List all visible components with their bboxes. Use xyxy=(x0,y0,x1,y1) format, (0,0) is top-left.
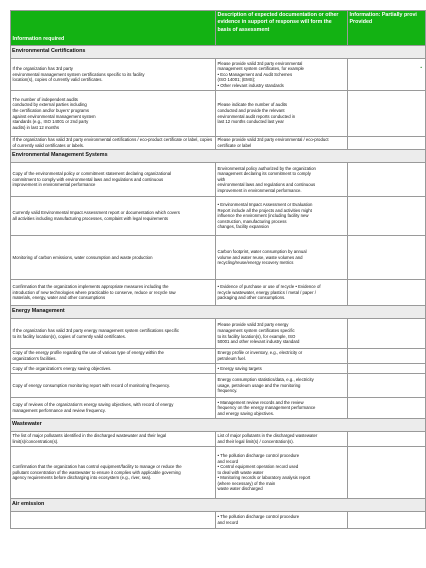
requirement-row xyxy=(11,137,426,150)
requirement-row xyxy=(11,364,426,374)
section-row xyxy=(11,419,426,432)
requirement-row xyxy=(11,319,426,349)
information-required-cell: Monitoring of carbon emissions, water consumption and waste production xyxy=(11,236,216,280)
response-marker: • xyxy=(420,65,422,70)
information-required-cell: Copy of the environmental policy or commitment statement declaring organizational commitment to comply with environmental laws and regulations and continuous improvement in environmental performance xyxy=(11,163,216,197)
information-required-cell: If the organization has 3rd party environmental management system certifications specific to its facility location(s), copies of currently valid certificates. xyxy=(11,59,216,91)
requirement-row xyxy=(11,447,426,499)
section-row xyxy=(11,306,426,319)
section-title: Wastewater xyxy=(11,419,426,432)
information-required-cell: If the organization has valid 3rd party energy management system certifications specific to its facility location(s), copies of currently valid certificates. xyxy=(11,319,216,349)
documentation-description-cell: • Management review records and the review frequency on the energy management performance and energy saving objectives. xyxy=(216,398,348,419)
requirement-row xyxy=(11,349,426,364)
requirement-row xyxy=(11,432,426,447)
header-description: Description of expected documentation or other evidence in support of response will form the basis of assessment xyxy=(216,11,348,46)
requirement-row xyxy=(11,512,426,529)
response-cell[interactable] xyxy=(348,398,426,419)
response-cell[interactable] xyxy=(348,319,426,349)
table-body xyxy=(11,11,426,529)
response-cell[interactable] xyxy=(348,512,426,529)
documentation-description-cell: Please indicate the number of audits conducted and provide the relevant environmental audit reports conducted in last 12 months conducted last year xyxy=(216,91,348,137)
information-required-cell: Copy of energy consumption monitoring report with record of monitoring frequency. xyxy=(11,374,216,398)
requirement-row xyxy=(11,91,426,137)
requirements-sheet xyxy=(10,10,422,568)
information-required-cell: The list of major pollutants identified in the discharged wastewater and their legal limit(s)/concentration(s). xyxy=(11,432,216,447)
documentation-description-cell: Please provide valid 3rd party environmental management system certificates, for example • Eco Management and Audit Schemes (ISO 14001; (EMS); • Other relevant industry standards xyxy=(216,59,348,91)
section-title: Environmental Management Systems xyxy=(11,150,426,163)
information-required-cell: Copy of the energy profile regarding the use of various type of energy within the organization's facilities. xyxy=(11,349,216,364)
response-cell[interactable] xyxy=(348,236,426,280)
section-row xyxy=(11,499,426,512)
documentation-description-cell: • Energy saving targets xyxy=(216,364,348,374)
requirement-row xyxy=(11,398,426,419)
requirements-table xyxy=(10,10,426,529)
section-title: Air emission xyxy=(11,499,426,512)
response-cell[interactable] xyxy=(348,197,426,236)
requirement-row xyxy=(11,374,426,398)
documentation-description-cell: Environmental policy authorized by the organization management declaring its commitment to comply with environmental laws and regulations and continuous improvement in environmental performance. xyxy=(216,163,348,197)
response-cell[interactable] xyxy=(348,59,426,91)
requirement-row xyxy=(11,197,426,236)
response-cell[interactable] xyxy=(348,163,426,197)
documentation-description-cell: Please provide valid 3rd party environmental / eco-product certificate or label xyxy=(216,137,348,150)
information-required-cell: The number of independent audits conducted by external parties including the certification and/or buyers' programs against environmental management system standards (e.g., ISO 14001 or 2nd party audits) in last 12 months xyxy=(11,91,216,137)
documentation-description-cell: List of major pollutants in the discharged wastewater and their legal limit(s) / concentration(s). xyxy=(216,432,348,447)
information-required-cell: If the organization has valid 3rd party environmental certifications / eco-product certificate or label, copies of currently valid certificates or labels. xyxy=(11,137,216,150)
requirement-row xyxy=(11,163,426,197)
header-information-provided: Information: Partially provi Provided xyxy=(348,11,426,46)
documentation-description-cell: • The pollution discharge control procedure and record xyxy=(216,512,348,529)
information-required-cell xyxy=(11,512,216,529)
information-required-cell: Copy of the organization's energy saving objectives. xyxy=(11,364,216,374)
section-row xyxy=(11,46,426,59)
section-title: Energy Management xyxy=(11,306,426,319)
information-required-cell: Confirmation that the organization has control equipment/facility to manage or reduce the pollutant concentration of the wastewater to ensure it complies with applicable governing agency requirements before discharging into ecosystem (e.g., river, sea). xyxy=(11,447,216,499)
requirement-row xyxy=(11,236,426,280)
information-required-cell: Copy of reviews of the organization's energy saving objectives, with record of energy management performance and review frequency. xyxy=(11,398,216,419)
header-row xyxy=(11,11,426,46)
response-cell[interactable] xyxy=(348,137,426,150)
documentation-description-cell: • The pollution discharge control procedure and record • Control equipment operation record used to deal with waste water • Monitoring records or laboratory analysis report (where necessary) of the main waste water discharged xyxy=(216,447,348,499)
documentation-description-cell: • Environmental Impact Assessment or Evaluation Report include all the projects and activities might influence the environment (including facility new construction, manufacturing process changes, facility expansion xyxy=(216,197,348,236)
documentation-description-cell: Energy profile or inventory, e.g., electricity or petroleum fuel. xyxy=(216,349,348,364)
section-title: Environmental Certifications xyxy=(11,46,426,59)
response-cell[interactable] xyxy=(348,349,426,364)
requirement-row xyxy=(11,280,426,306)
response-cell[interactable] xyxy=(348,91,426,137)
response-cell[interactable] xyxy=(348,447,426,499)
requirement-row xyxy=(11,59,426,91)
information-required-cell: Currently valid Environmental Impact Assessment report or documentation which covers all activities including manufacturing processes, complaint with legal requirements xyxy=(11,197,216,236)
documentation-description-cell: • Evidence of purchase or use of recycle • Evidence of recycle wastewater, energy plastics / metal / paper / packaging and other consumptions. xyxy=(216,280,348,306)
response-cell[interactable] xyxy=(348,432,426,447)
information-required-cell: Confirmation that the organization implements appropriate measures including the introduction of new technologies where practicable to conserve, reduce or recycle raw materials, energy, water and other consumptions xyxy=(11,280,216,306)
documentation-description-cell: Please provide valid 3rd party energy management system certificates specific to its facility location(s), for example, ISO 50001 and other relevant industry standard xyxy=(216,319,348,349)
response-cell[interactable] xyxy=(348,280,426,306)
documentation-description-cell: Carbon footprint, water consumption by annual volume and water reuse, waste volumes and recycling/reuse/energy recovery metrics xyxy=(216,236,348,280)
response-cell[interactable] xyxy=(348,374,426,398)
header-information-required: Information required xyxy=(11,11,216,46)
response-cell[interactable] xyxy=(348,364,426,374)
section-row xyxy=(11,150,426,163)
documentation-description-cell: Energy consumption statistics/data, e.g., electricity usage, petroleum usage and the monitoring frequency. xyxy=(216,374,348,398)
